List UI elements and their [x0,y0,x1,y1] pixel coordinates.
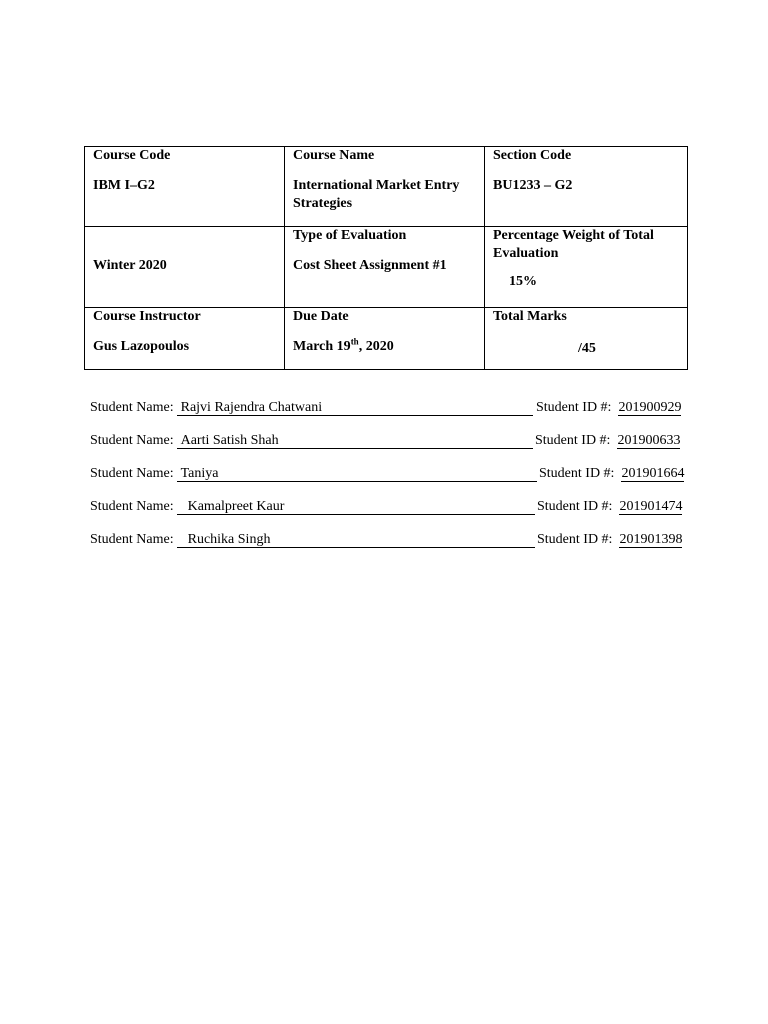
weight-label-line1: Percentage Weight of Total [493,228,654,244]
due-date-cell [285,307,485,369]
student-id-value: 201900633 [617,433,681,448]
weight-cell [485,227,688,307]
student-name-label: Student Name: [90,466,174,481]
weight-value: 15% [509,274,537,290]
student-name-field: Rajvi Rajendra Chatwani [177,400,533,416]
student-row [90,466,690,499]
student-id-label: Student ID #: [537,532,613,547]
course-name-label: Course Name [293,148,375,163]
student-name-field: Taniya [177,466,537,482]
student-id-label: Student ID #: [536,400,612,415]
student-id-label: Student ID #: [537,499,613,514]
course-code-cell [85,147,285,227]
student-row [90,532,690,565]
student-name-label: Student Name: [90,499,174,514]
instructor-cell [85,307,285,369]
student-row [90,400,690,433]
student-id-label: Student ID #: [539,466,615,481]
weight-label-line2: Evaluation [493,246,559,262]
student-id-value: 201901398 [619,532,683,547]
instructor-value: Gus Lazopoulos [93,338,190,354]
student-id-value: 201901664 [621,466,685,481]
total-marks-value: /45 [578,340,596,356]
total-marks-cell [485,307,688,369]
total-marks-label: Total Marks [493,308,567,324]
student-id-value: 201900929 [618,400,682,415]
student-name-field: Kamalpreet Kaur [177,499,535,515]
student-row [90,433,690,466]
section-code-value: BU1233 – G2 [493,178,573,193]
course-info-table [84,146,688,370]
course-name-line1: International Market Entry [293,178,460,193]
student-name-label: Student Name: [90,433,174,448]
student-id-value: 201901474 [619,499,683,514]
due-date-label: Due Date [293,308,349,324]
section-code-label: Section Code [493,148,572,163]
section-code-cell [485,147,688,227]
student-name-label: Student Name: [90,400,174,415]
student-name-field: Aarti Satish Shah [177,433,533,449]
student-row [90,499,690,532]
course-code-value: IBM I–G2 [93,178,155,193]
term-cell [85,227,285,307]
course-name-cell [285,147,485,227]
evaluation-type-value: Cost Sheet Assignment #1 [293,258,447,274]
evaluation-type-cell [285,227,485,307]
course-name-line2: Strategies [293,196,353,211]
instructor-label: Course Instructor [93,308,201,324]
due-date-value: March 19th, 2020 [293,336,394,354]
student-id-label: Student ID #: [535,433,611,448]
course-code-label: Course Code [93,148,171,163]
student-name-field: Ruchika Singh [177,532,535,548]
evaluation-type-label: Type of Evaluation [293,228,407,244]
student-list [90,400,690,565]
term-value: Winter 2020 [93,258,167,274]
student-name-label: Student Name: [90,532,174,547]
